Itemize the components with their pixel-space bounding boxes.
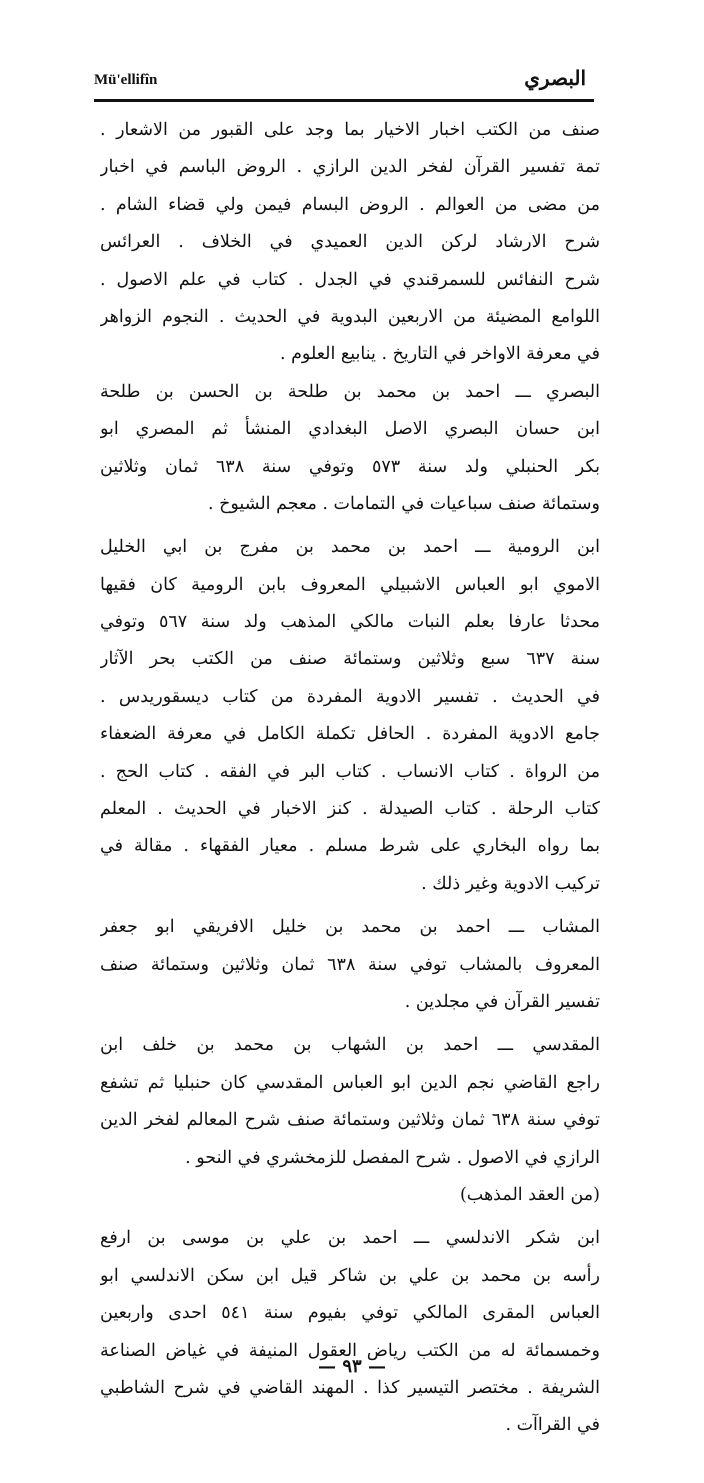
entry-heading-line: ابن الرومية ـــ احمد بن محمد بن مفرج بن ابي الخليل [100, 537, 600, 558]
text-line: صنف من الكتب اخبار الاخيار بما وجد على القبور من الاشعار . [100, 120, 600, 140]
text-line: شرح الارشاد لركن الدين العميدي في الخلاف . العرائس [100, 232, 600, 253]
text-line: محدثا عارفا بعلم النبات مالكي المذهب ولد سنة ٥٦٧ وتوفي [100, 612, 600, 633]
text-line: المعروف بالمشاب توفي سنة ٦٣٨ ثمان وثلاثين وستمائة صنف [100, 954, 600, 975]
text-line: توفي سنة ٦٣٨ ثمان وثلاثين وستمائة صنف شرح المعالم لفخر الدين [100, 1110, 600, 1131]
text-line: سنة ٦٣٧ سبع وثلاثين وستمائة صنف من الكتب بحر الآثار [100, 649, 600, 670]
text-line: العباس المقرى المالكي توفي بفيوم سنة ٥٤١ احدى واربعين [100, 1303, 600, 1324]
text-line: جامع الادوية المفردة . الحافل تكملة الكامل في معرفة الضعفاء [100, 724, 600, 745]
text-line: من مضى من العوالم . الروض البسام فيمن ولي قضاء الشام . [100, 194, 600, 215]
entry-heading-line: المقدسي ـــ احمد بن الشهاب بن محمد بن خلف ابن [100, 1035, 600, 1056]
text-line: وخمسمائة له من الكتب رياض العقول المنيفة في غياض الصناعة [100, 1340, 600, 1361]
entry-heading-line: ابن شكر الاندلسي ـــ احمد بن علي بن موسى بن ارفع [100, 1228, 600, 1249]
text-line: بكر الحنبلي ولد سنة ٥٧٣ وتوفي سنة ٦٣٨ ثمان وثلاثين [100, 456, 600, 477]
page-number: — ٩٣ — [318, 1356, 386, 1377]
text-line: راجع القاضي نجم الدين ابو العباس المقدسي كان حنبليا ثم تشفع [100, 1072, 600, 1093]
text-line: في القراآت . [505, 1415, 600, 1436]
text-line: بما رواه البخاري على شرط مسلم . معيار الفقهاء . مقالة في [100, 836, 600, 857]
entry-heading-line: البصري ـــ احمد بن محمد بن طلحة بن الحسن بن طلحة [100, 381, 600, 402]
text-line: تمة تفسير القرآن لفخر الدين الرازي . الروض الباسم في اخبار [100, 157, 600, 178]
text-line: من الرواة . كتاب الانساب . كتاب البر في الفقه . كتاب الحج . [100, 761, 600, 782]
text-line: الشريفة . مختصر التيسير كذا . المهند القاضي في شرح الشاطبي [100, 1377, 600, 1398]
running-head-right: البصري [524, 66, 586, 90]
entry-heading-line: المشاب ـــ احمد بن محمد بن خليل الافريقي ابو جعفر [100, 917, 600, 938]
header-rule [94, 99, 594, 102]
text-line: اللوامع المضيئة من الاربعين البدوية في الحديث . النجوم الزواهر [100, 306, 600, 327]
text-line: تفسير القرآن في مجلدين . [404, 991, 600, 1012]
text-line: الرازي في الاصول . شرح المفصل للزمخشري في النحو . [185, 1147, 600, 1168]
page-body [100, 112, 600, 1445]
text-line: تركيب الادوية وغير ذلك . [421, 873, 600, 894]
text-line: شرح النفائس للسمرقندي في الجدل . كتاب في علم الاصول . [100, 269, 600, 290]
text-line: وستمائة صنف سباعيات في التمامات . معجم الشيوخ . [207, 493, 600, 514]
source-note: (من العقد المذهب) [459, 1184, 600, 1205]
text-line: ابن حسان البصري الاصل البغدادي المنشأ ثم المصري ابو [100, 419, 600, 440]
text-line: في الحديث . تفسير الادوية المفردة من كتاب ديسقوريدس . [100, 686, 600, 707]
text-line: الاموي ابو العباس الاشبيلي المعروف بابن الرومية كان فقيها [100, 574, 600, 595]
text-line: رأسه بن محمد بن علي بن شاكر قيل ابن سكن الاندلسي ابو [100, 1265, 600, 1286]
running-head-left: Mü'ellifîn [94, 72, 158, 88]
text-line: كتاب الرحلة . كتاب الصيدلة . كنز الاخبار في الحديث . المعلم [100, 799, 600, 820]
text-line: في معرفة الاواخر في التاريخ . ينابيع العلوم . [279, 344, 600, 365]
